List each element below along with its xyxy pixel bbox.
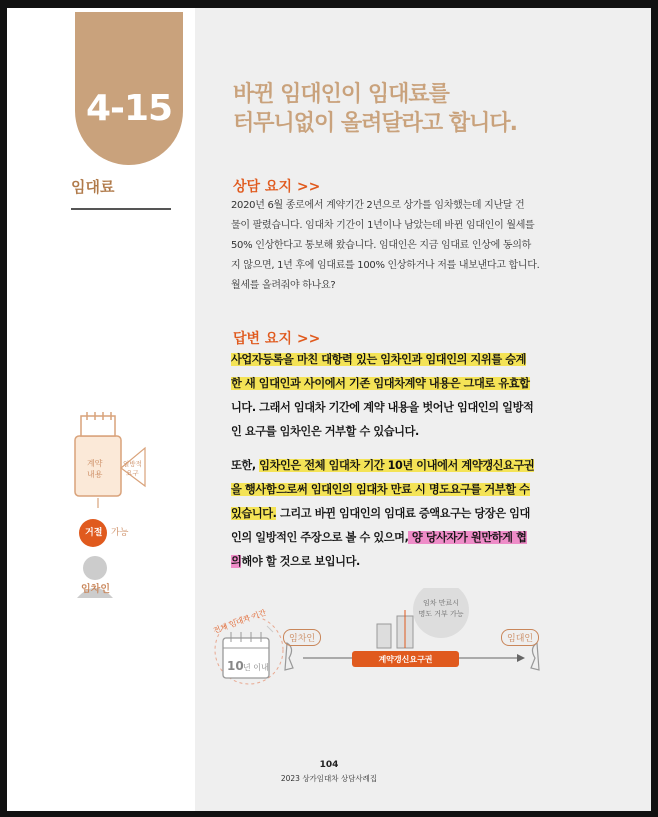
answer-paragraph-2 [231, 454, 551, 574]
diagram-landlord-label: 임대인 [501, 629, 539, 646]
consult-body [231, 196, 547, 296]
answer-text: 인의 일방적인 주장으로 볼 수 있으며, [231, 531, 409, 544]
answer-highlight-pink: 의 [231, 555, 242, 568]
years-suffix: 년 이내 [243, 663, 269, 672]
landlord-face-icon [531, 643, 539, 670]
consult-line: 월세를 올려줘야 하나요? [231, 280, 336, 291]
page-title [233, 80, 517, 138]
book-title: 2023 상가임대차 상담사례집 [280, 774, 378, 783]
answer-highlight: 을 행사함으로써 임대인의 임대차 만료 시 명도요구를 거부할 수 [231, 483, 530, 496]
consult-heading: 상담 요지 >> [233, 179, 321, 195]
answer-line: 니다. 그래서 임대차 기간에 계약 내용을 벗어난 임대인의 일방적 [231, 401, 534, 414]
consult-line: 2020년 6월 종로에서 계약기간 2년으로 상가를 임차했는데 지난달 건 [231, 200, 525, 211]
answer-highlight: 임차인은 전체 임대차 기간 10년 이내에서 계약갱신요구권 [259, 459, 535, 472]
bubble-line-2: 명도 거부 가능 [418, 610, 464, 618]
side-illustration [67, 408, 177, 608]
answer-highlight: 있습니다. [231, 507, 277, 520]
page [7, 8, 651, 811]
contract-line-1: 계약 [87, 459, 103, 468]
tenant-avatar-head [83, 556, 107, 580]
consult-line: 50% 인상한다고 통보해 왔습니다. 임대인은 지금 임대료 인상에 동의하 [231, 240, 531, 251]
title-line-2: 터무니없이 올려달라고 합니다. [233, 111, 517, 136]
title-line-1: 바뀐 임대인이 임대료를 [233, 82, 449, 107]
bubble-text [417, 598, 465, 620]
answer-paragraph-1 [231, 348, 551, 444]
calendar-icon [75, 412, 121, 496]
unilateral-label [123, 460, 142, 478]
scales-icon [377, 610, 413, 648]
unilateral-line-2: 요구 [126, 469, 139, 477]
side-category-label: 임대료 [71, 178, 115, 196]
arrow-head-icon [517, 654, 525, 662]
side-divider [71, 208, 171, 210]
answer-highlight: 사업자등록을 마친 대항력 있는 임차인과 임대인의 지위를 승계 [231, 353, 527, 366]
answer-highlight-pink: 양 당사자가 원만하게 협 [408, 531, 527, 544]
possible-label: 가능 [111, 528, 129, 538]
bubble-line-1: 임차 만료시 [422, 599, 460, 607]
consult-line: 물이 팔렸습니다. 임대차 기간이 1년이나 남았는데 바뀐 임대인이 월세를 [231, 220, 535, 231]
diagram-tenant-label: 임차인 [283, 629, 321, 646]
answer-text: 또한, [231, 459, 260, 472]
page-number: 104 [319, 760, 339, 770]
refuse-label: 거절 [85, 528, 103, 538]
contract-line-2: 내용 [87, 470, 103, 479]
answer-heading: 답변 요지 >> [233, 331, 321, 347]
chapter-number: 4-15 [85, 88, 173, 129]
tenant-face-icon [285, 643, 293, 670]
consult-line: 지 않으면, 1년 후에 임대료를 100% 인상하거나 저를 내보낸다고 합니다. [231, 260, 540, 271]
contract-label [87, 458, 102, 480]
answer-text: 해야 할 것으로 보입니다. [241, 555, 360, 568]
answer-text: 그리고 바뀐 임대인의 임대료 증액요구는 당장은 임대 [276, 507, 530, 520]
unilateral-line-1: 일방적 [123, 460, 142, 468]
years-number: 10 [227, 659, 244, 673]
tenant-side-label: 임차인 [81, 584, 110, 595]
tick-mark [267, 626, 273, 632]
renewal-right-label: 계약갱신요구권 [378, 655, 433, 664]
answer-highlight: 한 새 임대인과 사이에서 기존 임대차계약 내용은 그대로 유효합 [231, 377, 530, 390]
period-arc-label: 전체 임대차 기간 [212, 607, 268, 636]
answer-line: 인 요구를 임차인은 거부할 수 있습니다. [231, 425, 419, 438]
